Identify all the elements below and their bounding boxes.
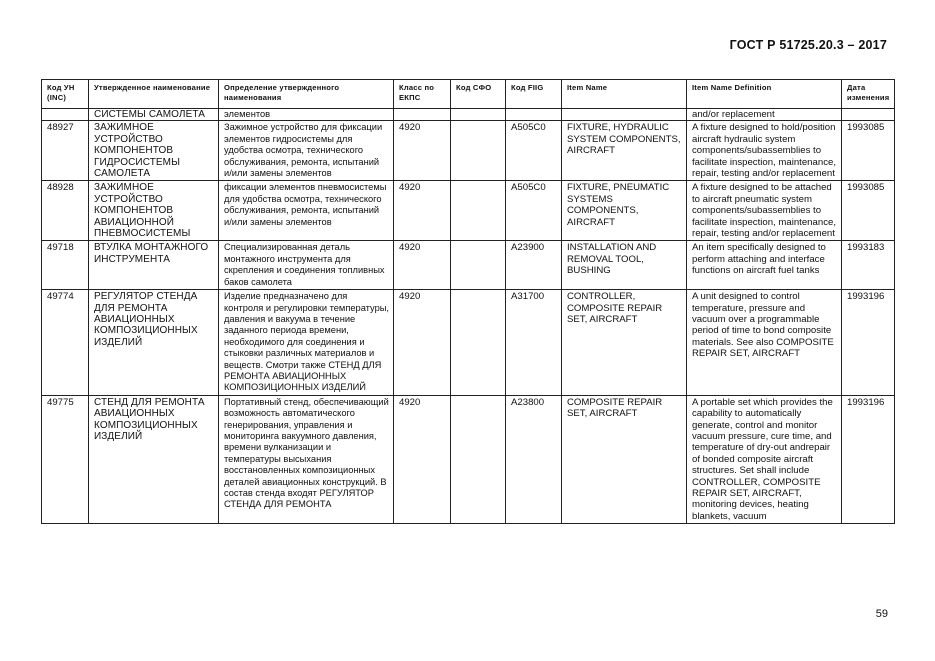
cell-inc: 49774 [42,290,89,396]
cell-inc: 48927 [42,121,89,181]
table-header-row [42,80,895,109]
col-header-name: Утвержденное наименование [89,80,219,109]
document-code: ГОСТ Р 51725.20.3 – 2017 [729,38,887,52]
classifier-table [41,79,895,524]
cell-sfo [451,395,506,523]
cell-date: 1993085 [842,181,895,241]
cell-date: 1993183 [842,241,895,290]
cell-item-def: An item specifically designed to perform attaching and interface functions on aircraft fuel tanks [687,241,842,290]
cell-definition: Портативный стенд, обеспечивающий возможность автоматического генерирования, управления и мониторинга вакуумного давления, времени вулканизации и температуры высыхания восстановленных композиционных деталей авиационных конструкций. В состав стенда входят РЕГУЛЯТОР СТЕНДА ДЛЯ РЕМОНТА [219,395,394,523]
cell-fiig: A505C0 [506,121,562,181]
col-header-fiig: Код FIIG [506,80,562,109]
cell-fiig: A23800 [506,395,562,523]
cell-sfo [451,241,506,290]
col-header-item-name: Item Name [562,80,687,109]
cell-item-def: A fixture designed to be attached to aircraft pneumatic system components/subassemblies to facilitate inspection, maintenance, repair, testing and/or replacement [687,181,842,241]
table-row [42,290,895,396]
col-header-date: Дата изменения [842,80,895,109]
cell-sfo [451,290,506,396]
cell-item-def: A portable set which provides the capability to automatically generate, control and monitor vacuum pressure, cure time, and temperature of dry-out andrepair of bonded composite aircraft structures. Set shall include CONTROLLER, COMPOSITE REPAIR SET, AIRCRAFT, monitoring devices, heating blankets, vacuum [687,395,842,523]
col-header-definition: Определение утвержденного наименования [219,80,394,109]
cell-item-def: and/or replacement [687,109,842,121]
cell-name: РЕГУЛЯТОР СТЕНДА ДЛЯ РЕМОНТА АВИАЦИОННЫХ КОМПОЗИЦИОННЫХ ИЗДЕЛИЙ [89,290,219,396]
cell-name: ВТУЛКА МОНТАЖНОГО ИНСТРУМЕНТА [89,241,219,290]
cell-ekps: 4920 [394,121,451,181]
cell-sfo [451,121,506,181]
table-row [42,241,895,290]
col-header-item-def: Item Name Definition [687,80,842,109]
cell-ekps: 4920 [394,395,451,523]
cell-item-name: INSTALLATION AND REMOVAL TOOL, BUSHING [562,241,687,290]
table-row [42,181,895,241]
cell-date: 1993196 [842,395,895,523]
cell-definition: элементов [219,109,394,121]
cell-ekps: 4920 [394,290,451,396]
col-header-sfo: Код СФО [451,80,506,109]
cell-inc: 49775 [42,395,89,523]
cell-item-name: CONTROLLER, COMPOSITE REPAIR SET, AIRCRAFT [562,290,687,396]
cell-definition: фиксации элементов пневмосистемы для удобства осмотра, технического обслуживания, ремонта, испытаний и/или замены элементов [219,181,394,241]
cell-name: ЗАЖИМНОЕ УСТРОЙСТВО КОМПОНЕНТОВ АВИАЦИОННОЙ ПНЕВМОСИСТЕМЫ [89,181,219,241]
cell-inc: 49718 [42,241,89,290]
cell-name: СТЕНД ДЛЯ РЕМОНТА АВИАЦИОННЫХ КОМПОЗИЦИОННЫХ ИЗДЕЛИЙ [89,395,219,523]
cell-date: 1993196 [842,290,895,396]
page-number: 59 [875,608,888,620]
cell-item-def: A unit designed to control temperature, pressure and vacuum over a programmable period of time to bond composite materials. See also COMPOSITE REPAIR SET, AIRCRAFT [687,290,842,396]
cell-item-name: FIXTURE, HYDRAULIC SYSTEM COMPONENTS, AIRCRAFT [562,121,687,181]
cell-item-name: FIXTURE, PNEUMATIC SYSTEMS COMPONENTS, AIRCRAFT [562,181,687,241]
cell-item-def: A fixture designed to hold/position aircraft hydraulic system components/subassemblies to facilitate inspection, maintenance, repair, testing and/or replacement [687,121,842,181]
cell-name: СИСТЕМЫ САМОЛЕТА [89,109,219,121]
cell-ekps: 4920 [394,241,451,290]
cell-inc: 48928 [42,181,89,241]
table-row [42,121,895,181]
cell-name: ЗАЖИМНОЕ УСТРОЙСТВО КОМПОНЕНТОВ ГИДРОСИСТЕМЫ САМОЛЕТА [89,121,219,181]
cell-sfo [451,181,506,241]
col-header-inc: Код УН (INC) [42,80,89,109]
cell-fiig: A505C0 [506,181,562,241]
table-row-continuation [42,109,895,121]
col-header-ekps: Класс по ЕКПС [394,80,451,109]
cell-definition: Изделие предназначено для контроля и регулировки температуры, давления и вакуума в течение заданного периода времени, необходимого для соединения и стыковки различных материалов и веществ. Смотри также СТЕНД ДЛЯ РЕМОНТА АВИАЦИОННЫХ КОМПОЗИЦИОННЫХ ИЗДЕЛИЙ [219,290,394,396]
cell-ekps: 4920 [394,181,451,241]
cell-fiig: A31700 [506,290,562,396]
cell-fiig: A23900 [506,241,562,290]
cell-item-name: COMPOSITE REPAIR SET, AIRCRAFT [562,395,687,523]
cell-definition: Зажимное устройство для фиксации элементов гидросистемы для удобства осмотра, технического обслуживания, ремонта, испытаний и/или замены элементов [219,121,394,181]
cell-date: 1993085 [842,121,895,181]
table-row [42,395,895,523]
cell-definition: Специализированная деталь монтажного инструмента для скрепления и соединения топливных баков самолета [219,241,394,290]
